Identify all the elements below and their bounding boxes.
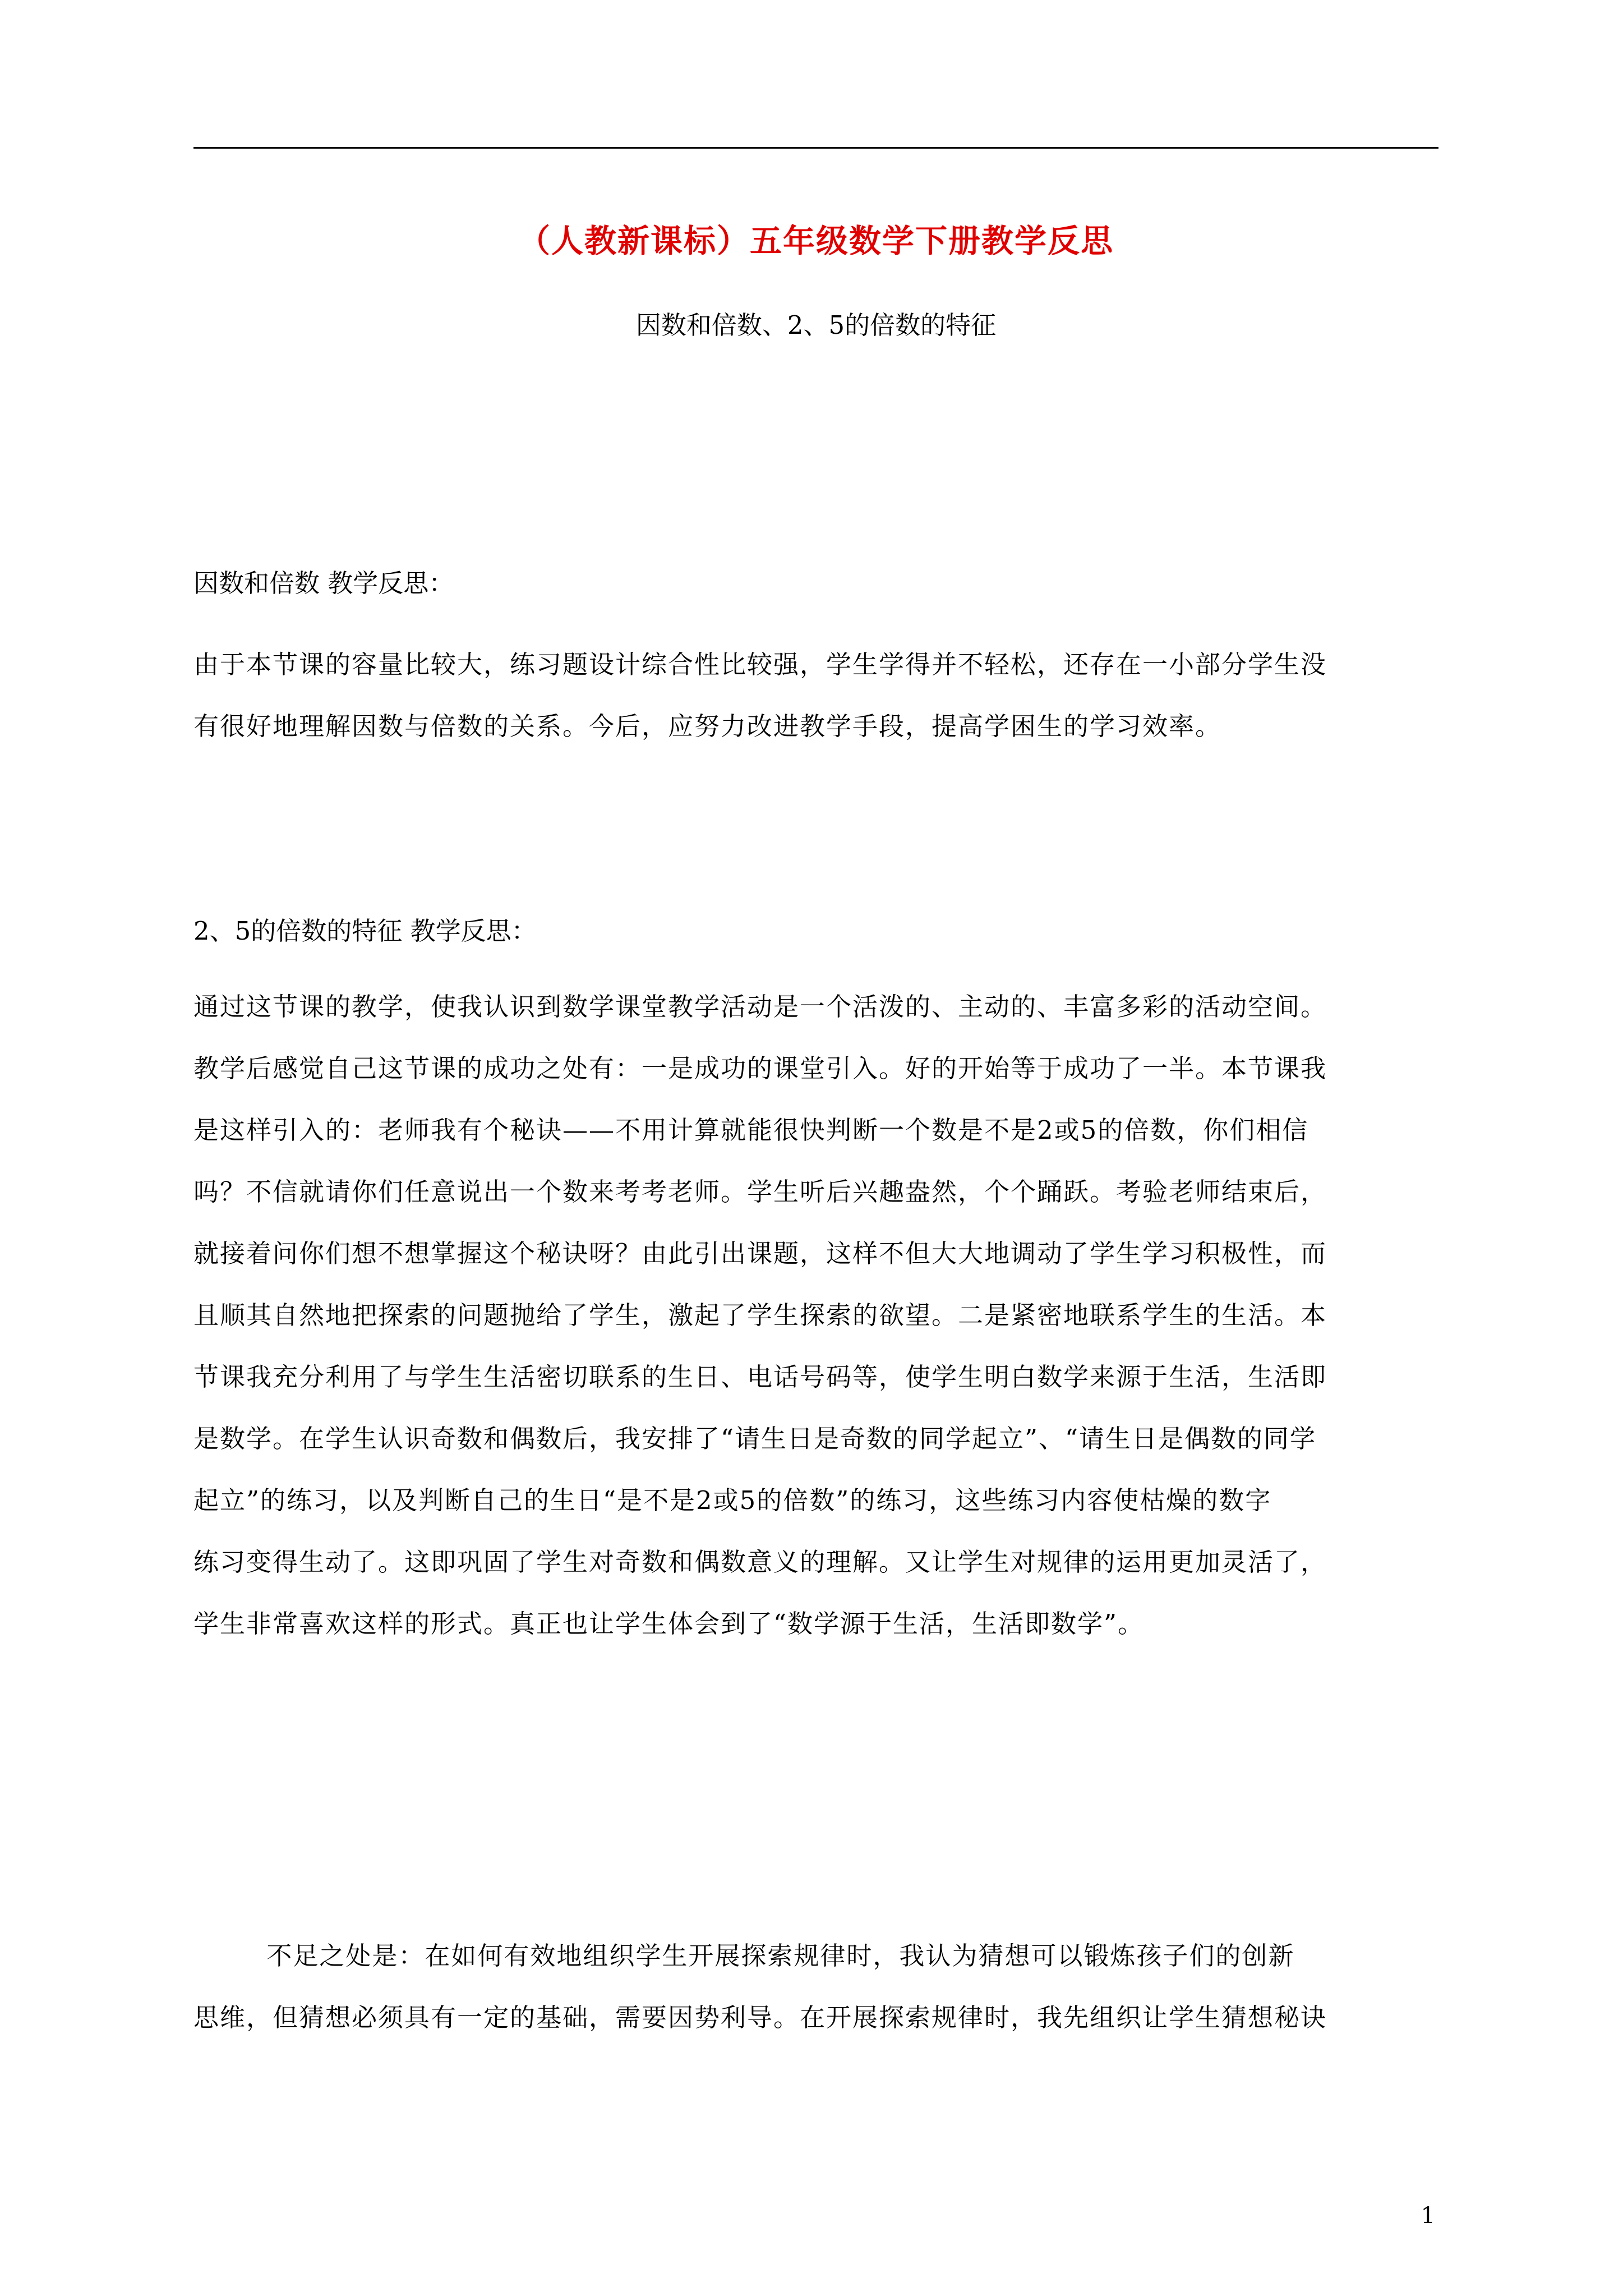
section3-paragraph bbox=[193, 1925, 1438, 2049]
paragraph-line: 是这样引入的：老师我有个秘诀——不用计算就能很快判断一个数是不是2或5的倍数，你们相信 bbox=[193, 1115, 1309, 1145]
paragraph-line: 且顺其自然地把探索的问题抛给了学生，激起了学生探索的欲望。二是紧密地联系学生的生活。本 bbox=[193, 1300, 1327, 1330]
paragraph-line: 由于本节课的容量比较大，练习题设计综合性比较强，学生学得并不轻松，还存在一小部分学生没 bbox=[193, 650, 1327, 679]
section2-paragraph bbox=[193, 976, 1438, 1655]
paragraph-line: 是数学。在学生认识奇数和偶数后，我安排了“请生日是奇数的同学起立”、“请生日是偶数的同学 bbox=[193, 1424, 1317, 1453]
paragraph-line: 教学后感觉自己这节课的成功之处有：一是成功的课堂引入。好的开始等于成功了一半。本节课我 bbox=[193, 1053, 1327, 1083]
paragraph-line: 起立”的练习，以及判断自己的生日“是不是2或5的倍数”的练习，这些练习内容使枯燥的数字 bbox=[193, 1485, 1272, 1515]
section-heading-multiples-of-2-5: 2、5的倍数的特征 教学反思： bbox=[193, 916, 537, 946]
section-heading-factors-multiples: 因数和倍数 教学反思： bbox=[193, 568, 454, 598]
section1-paragraph bbox=[193, 634, 1438, 757]
page-number: 1 bbox=[1421, 2203, 1435, 2229]
paragraph-line: 吗？不信就请你们任意说出一个数来考考老师。学生听后兴趣盎然，个个踊跃。考验老师结束后， bbox=[193, 1177, 1327, 1207]
paragraph-line: 不足之处是：在如何有效地组织学生开展探索规律时，我认为猜想可以锻炼孩子们的创新 bbox=[193, 1941, 1295, 1971]
document-subtitle: 因数和倍数、2、5的倍数的特征 bbox=[635, 310, 997, 340]
paragraph-line: 通过这节课的教学，使我认识到数学课堂教学活动是一个活泼的、主动的、丰富多彩的活动空间。 bbox=[193, 992, 1327, 1022]
paragraph-line: 节课我充分利用了与学生生活密切联系的生日、电话号码等，使学生明白数学来源于生活，生活即 bbox=[193, 1362, 1327, 1392]
paragraph-line: 思维，但猜想必须具有一定的基础，需要因势利导。在开展探索规律时，我先组织让学生猜想秘诀 bbox=[193, 2003, 1327, 2032]
paragraph-line: 练习变得生动了。这即巩固了学生对奇数和偶数意义的理解。又让学生对规律的运用更加灵活了， bbox=[193, 1547, 1327, 1577]
header-rule bbox=[193, 147, 1438, 149]
paragraph-line: 学生非常喜欢这样的形式。真正也让学生体会到了“数学源于生活，生活即数学”。 bbox=[193, 1609, 1145, 1639]
paragraph-line: 有很好地理解因数与倍数的关系。今后，应努力改进教学手段，提高学困生的学习效率。 bbox=[193, 711, 1222, 741]
document-title: （人教新课标）五年级数学下册教学反思 bbox=[518, 222, 1114, 260]
paragraph-line: 就接着问你们想不想掌握这个秘诀呀？由此引出课题，这样不但大大地调动了学生学习积极性，而 bbox=[193, 1239, 1327, 1268]
